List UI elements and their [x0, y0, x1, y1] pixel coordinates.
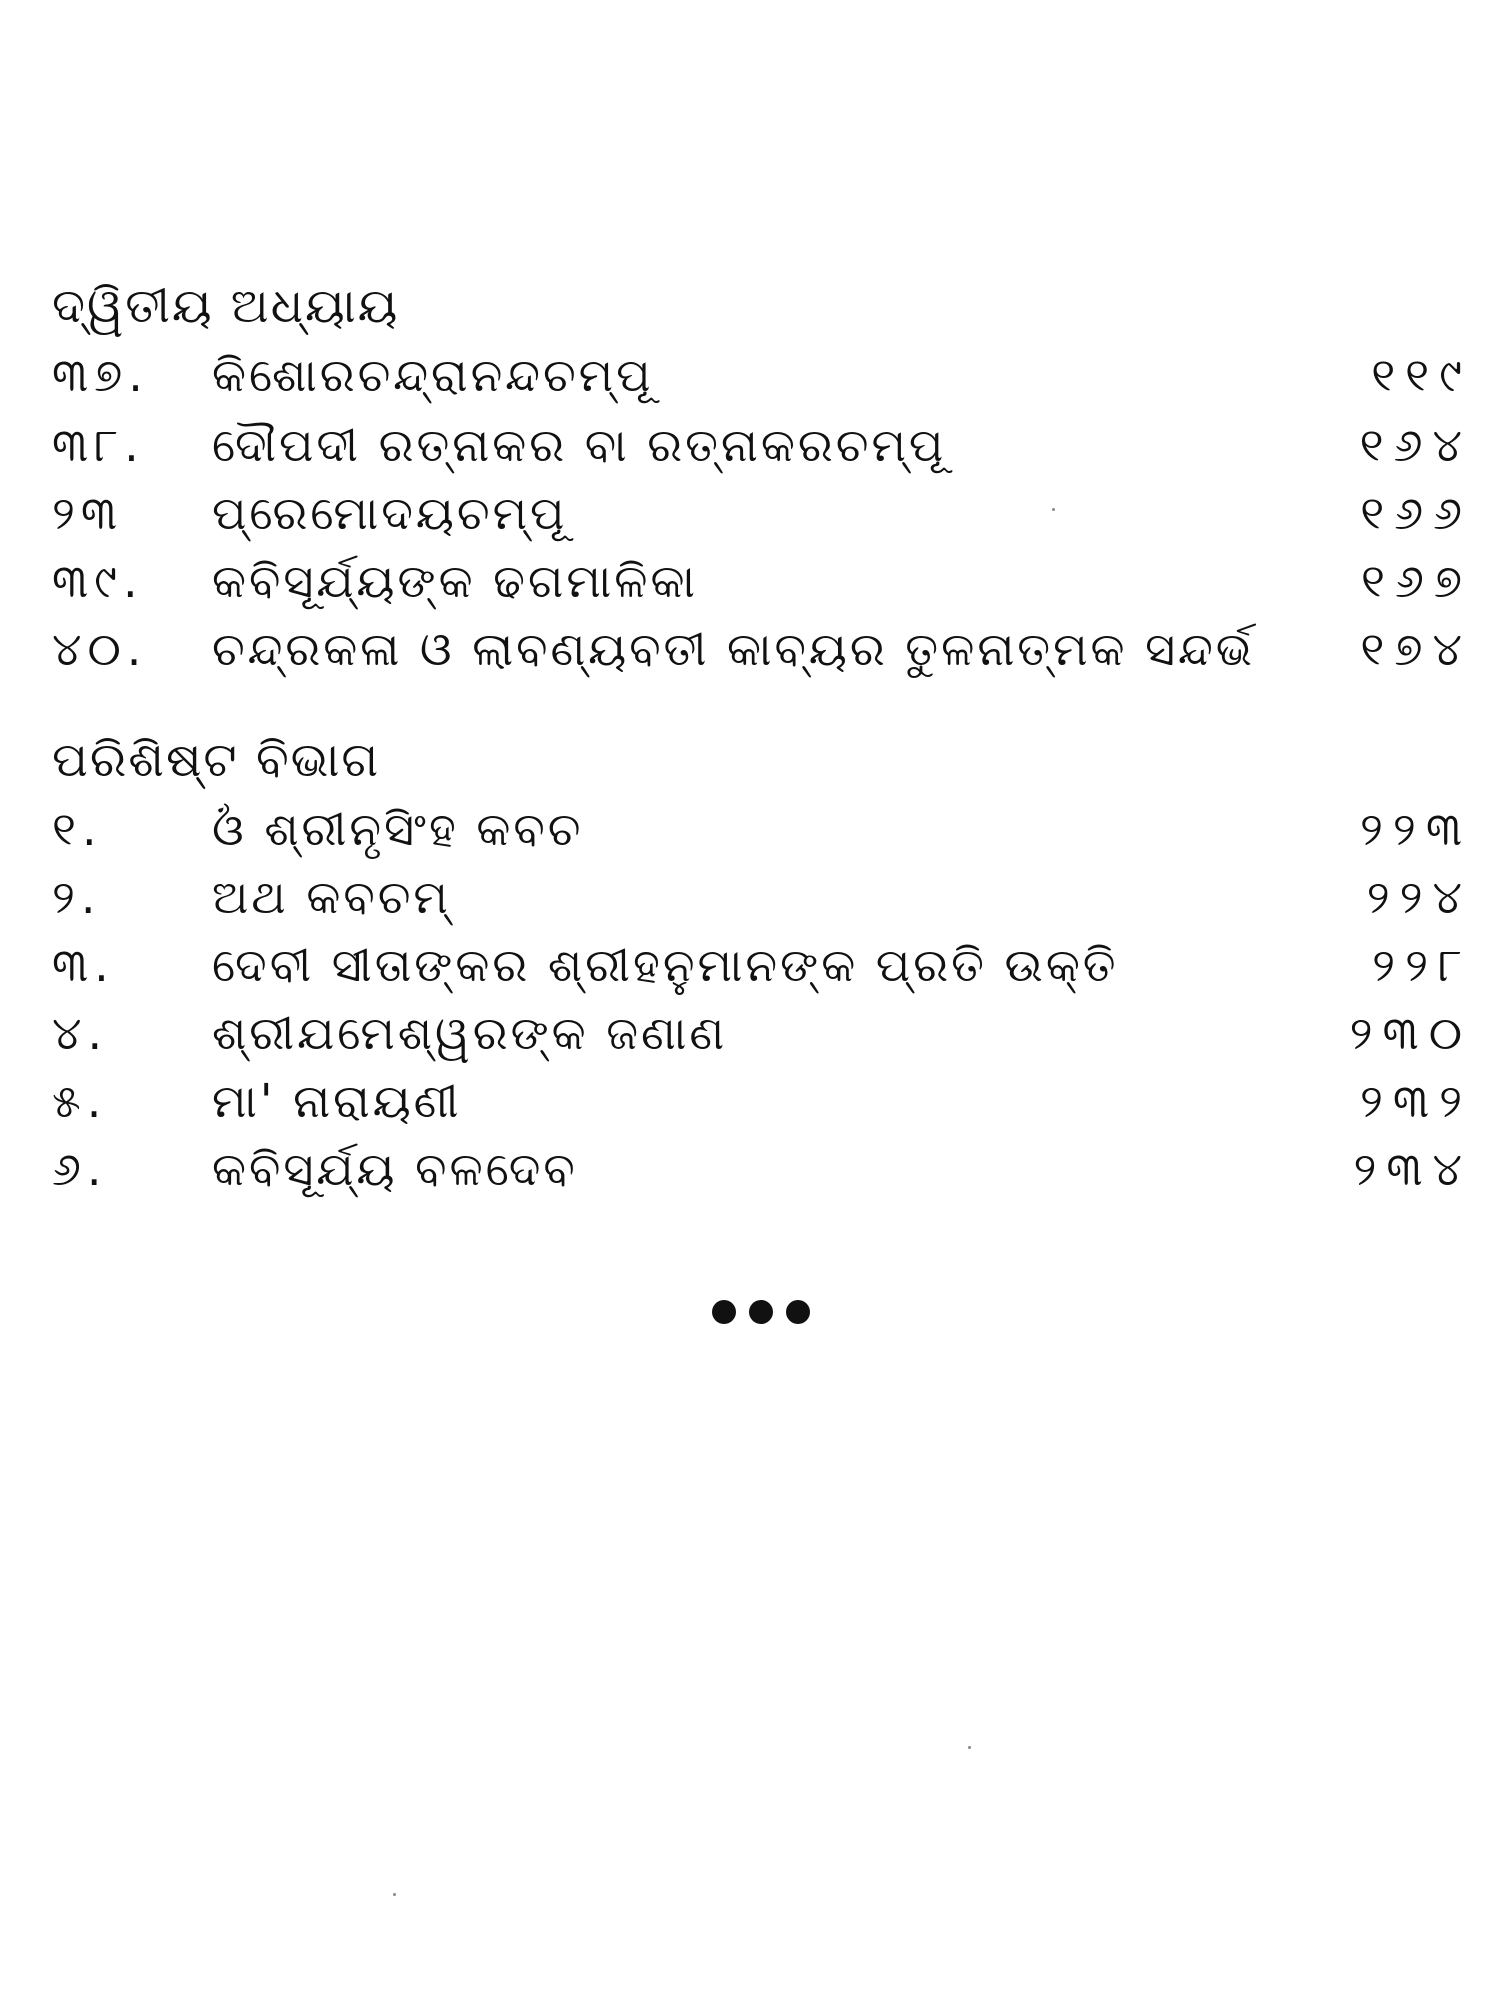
toc-page-number: ୧୭୪	[1360, 622, 1472, 676]
toc-number: ୩୯.	[52, 554, 144, 608]
toc-title: ଶ୍ରୀଯମେଶ୍ୱରଙ୍କ ଜଣାଣ	[212, 1006, 728, 1060]
toc-row[interactable]	[52, 614, 1472, 684]
toc-page-number: ୧୬୬	[1360, 486, 1472, 540]
toc-page-number: ୨୨୪	[1366, 870, 1472, 924]
toc-number: ୩୭.	[52, 348, 149, 402]
toc-row[interactable]	[52, 998, 1472, 1068]
toc-page-number: ୧୧୯	[1371, 348, 1472, 402]
toc-number: ୪.	[52, 1006, 109, 1060]
toc-title: କବିସୂର୍ଯ୍ୟ ବଳଦେବ	[212, 1142, 578, 1196]
toc-row[interactable]	[52, 340, 1472, 410]
toc-page-number: ୨୨୮	[1372, 938, 1472, 992]
toc-row[interactable]	[52, 862, 1472, 932]
toc-title: ଚନ୍ଦ୍ରକଳା ଓ ଲାବଣ୍ୟବତୀ କାବ୍ୟର ତୁଳନାତ୍ମକ ସନ୍ଦର୍ଭ	[212, 622, 1255, 676]
toc-title: କିଶୋରଚନ୍ଦ୍ରାନନ୍ଦଚମ୍ପୂ	[212, 348, 654, 402]
toc-number: ୬.	[52, 1142, 108, 1196]
ornament-dot	[786, 1300, 810, 1324]
ornament-dot	[712, 1300, 736, 1324]
toc-number: ୩୮.	[52, 418, 145, 472]
toc-title: ମା' ନାରାୟଣୀ	[212, 1074, 462, 1128]
toc-page-number: ୧୬୭	[1360, 554, 1472, 608]
toc-row[interactable]	[52, 410, 1472, 480]
toc-row[interactable]	[52, 1134, 1472, 1204]
section-heading-parishishta-vibhaga: ପରିଶିଷ୍ଟ ବିଭାଗ	[52, 732, 381, 788]
toc-number: ୪୦.	[52, 622, 148, 676]
toc-page-number: ୨୩୪	[1353, 1142, 1472, 1196]
toc-title: ଦେବୀ ସୀତାଙ୍କର ଶ୍ରୀହନୁମାନଙ୍କ ପ୍ରତି ଉକ୍ତି	[212, 938, 1119, 992]
toc-page-number: ୨୩୦	[1349, 1006, 1472, 1060]
scan-speck	[393, 1893, 396, 1896]
toc-number: ୨.	[52, 870, 102, 924]
scan-speck	[968, 1746, 971, 1749]
end-ornament	[712, 1300, 812, 1326]
scan-speck	[1052, 508, 1055, 511]
toc-number: ୩.	[52, 938, 115, 992]
toc-title: ଦୌପଦୀ ରତ୍ନାକର ବା ରତ୍ନାକରଚମ୍ପୂ	[212, 418, 947, 472]
toc-number: ୫.	[52, 1074, 108, 1128]
toc-page-number: ୨୩୨	[1360, 1074, 1472, 1128]
toc-row[interactable]	[52, 794, 1472, 864]
toc-row[interactable]	[52, 1066, 1472, 1136]
toc-row[interactable]	[52, 546, 1472, 616]
toc-title: ଅଥ କବଚମ୍	[212, 870, 451, 924]
toc-number: ୨୩	[52, 486, 124, 540]
toc-row[interactable]	[52, 478, 1472, 548]
section-heading-dwitiya-adhyaya: ଦ୍ୱିତୀୟ ଅଧ୍ୟାୟ	[52, 278, 400, 334]
toc-page-number: ୧୬୪	[1359, 418, 1472, 472]
toc-title: ଓଁ ଶ୍ରୀନୃସିଂହ କବଚ	[212, 802, 584, 856]
toc-title: ପ୍ରେମୋଦୟଚମ୍ପୂ	[212, 486, 568, 540]
toc-page-number: ୨୨୩	[1360, 802, 1472, 856]
toc-row[interactable]	[52, 930, 1472, 1000]
toc-number: ୧.	[52, 802, 103, 856]
toc-title: କବିସୂର୍ଯ୍ୟଙ୍କ ଢଗମାଳିକା	[212, 554, 698, 608]
ornament-dot	[749, 1300, 773, 1324]
